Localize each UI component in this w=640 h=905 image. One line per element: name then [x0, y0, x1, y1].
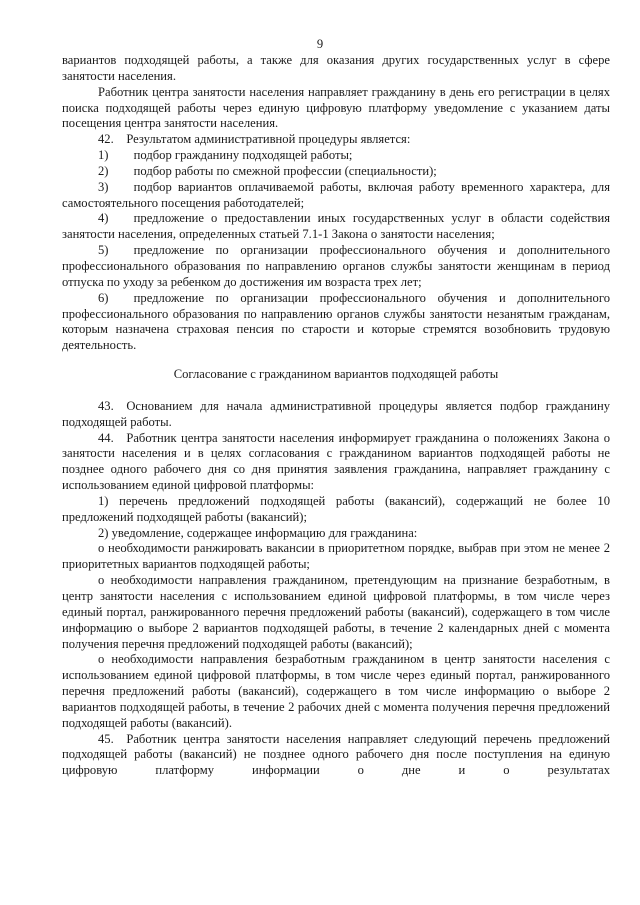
list-item: 2) подбор работы по смежной профессии (специальности); [98, 163, 437, 178]
list-item: 1) подбор гражданину подходящей работы; [98, 148, 353, 163]
list-item: 3) подбор вариантов оплачиваемой работы, включая работу временного характера, для самостоятельного посещения работодателей; [62, 179, 610, 210]
document-body [62, 53, 610, 779]
paragraph: о необходимости ранжировать вакансии в приоритетном порядке, выбрав при этом не менее 2 приоритетных вариантов подходящей работы; [62, 541, 610, 572]
paragraph: 43. Основанием для начала административной процедуры является подбор гражданину подходящей работы. [62, 398, 610, 429]
paragraph: о необходимости направления гражданином, претендующим на признание безработным, в центр занятости населения с использованием единой цифровой платформы, в том числе через единый портал, ранжированного перечня предложений работы (вакансий), содержащего в том числе информацию о выборе 2 вариантов подходящей работы, в течение 2 календарных дней с момента получения перечня предложений подходящей работы (вакансий); [62, 573, 610, 651]
section-heading: Согласование с гражданином вариантов подходящей работы [173, 367, 499, 382]
page-number: 9 [316, 37, 324, 51]
paragraph: о необходимости направления безработным гражданином в центр занятости населения с использованием единой цифровой платформы, в том числе через единый портал, ранжированного перечня предложений работы (вакансий), содержащего в том числе информацию о выборе 2 вариантов подходящей работы, в течение 2 рабочих дней с момента получения перечня предложений подходящей работы (вакансий). [62, 652, 610, 730]
list-item: 2) уведомление, содержащее информацию для гражданина: [98, 525, 418, 540]
paragraph: 42. Результатом административной процедуры является: [98, 132, 411, 147]
paragraph: вариантов подходящей работы, а также для оказания других государственных услуг в сфере занятости населения. [62, 53, 610, 83]
list-item: 4) предложение о предоставлении иных государственных услуг в области содействия занятости населения, определенных статьей 7.1-1 Закона о занятости населения; [62, 211, 610, 242]
paragraph: 45. Работник центра занятости населения направляет следующий перечень предложений подходящей работы (вакансий) не позднее одного рабочего дня после поступления на единую цифровую платформу информации о дне и о результатах [62, 731, 610, 778]
list-item: 1) перечень предложений подходящей работы (вакансий), содержащий не более 10 предложений подходящей работы (вакансий); [62, 493, 610, 524]
list-item: 5) предложение по организации профессионального обучения и дополнительного профессионального образования по направлению органов службы занятости женщинам в период отпуска по уходу за ребенком до достижения им возраста трех лет; [62, 243, 610, 289]
list-item: 6) предложение по организации профессионального обучения и дополнительного профессионального образования по направлению органов службы занятости незанятым гражданам, которым назначена страховая пенсия по старости и которые стремятся возобновить трудовую деятельность. [62, 290, 610, 353]
paragraph: 44. Работник центра занятости населения информирует гражданина о положениях Закона о занятости населения и в целях согласования с гражданином вариантов подходящей работы не позднее одного рабочего дня со дня принятия заявления гражданина, направляет гражданину с использованием единой цифровой платформы: [62, 430, 610, 493]
paragraph: Работник центра занятости населения направляет гражданину в день его регистрации в целях поиска подходящей работы через единую цифровую платформу уведомление с указанием даты посещения центра занятости населения. [62, 84, 610, 131]
